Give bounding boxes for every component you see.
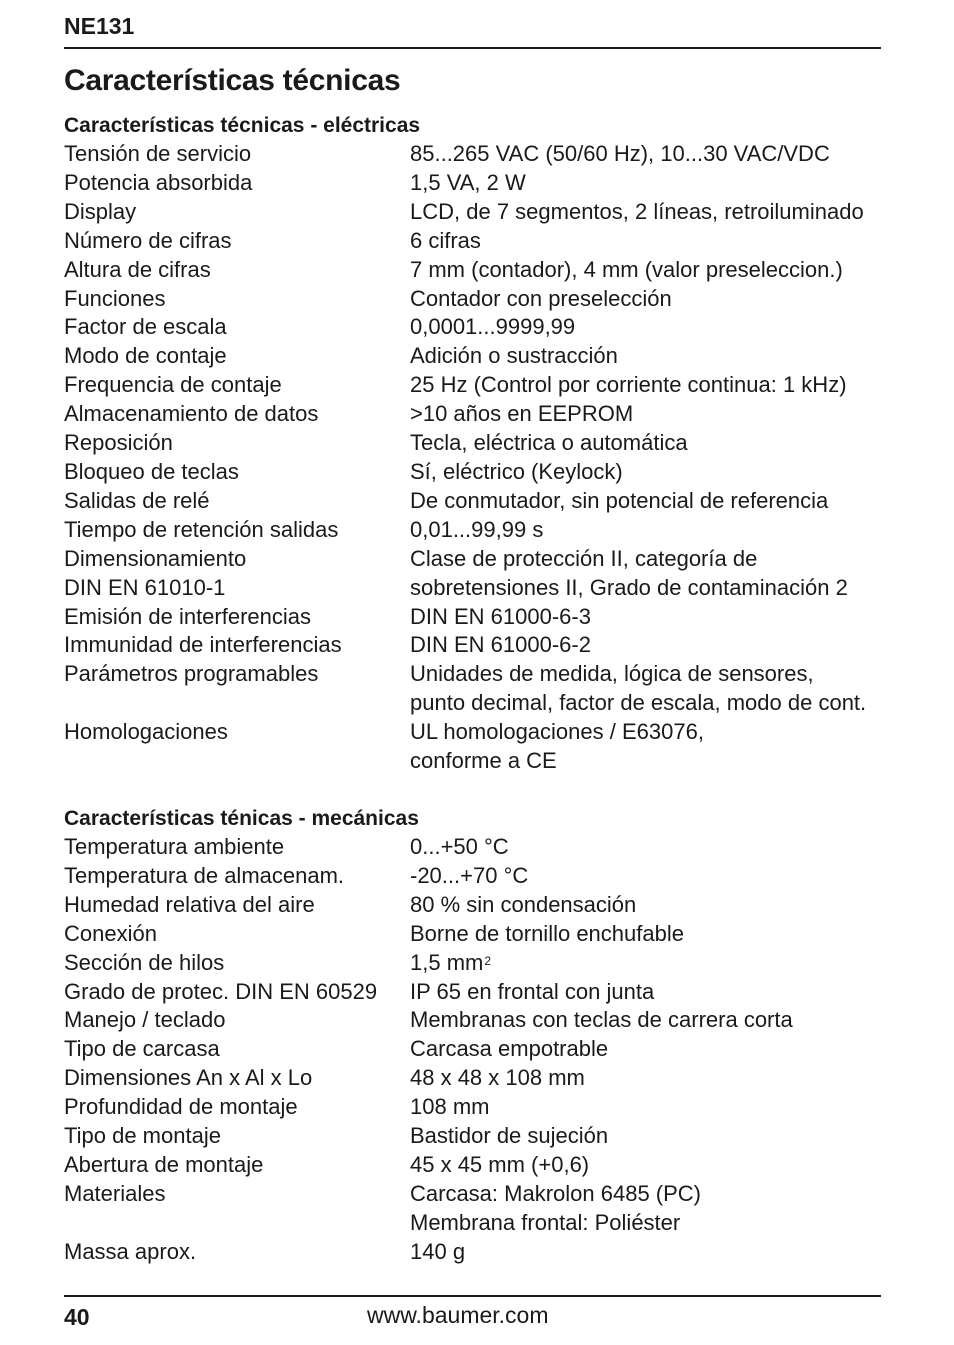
- electrical-specs-heading: Características técnicas - eléctricas: [64, 114, 421, 137]
- spec-value: [410, 545, 894, 574]
- spec-label: Temperatura ambiente: [64, 834, 285, 859]
- spec-label: Homologaciones: [64, 719, 228, 745]
- spec-row: [64, 1209, 894, 1238]
- spec-row: [64, 1122, 894, 1151]
- spec-label: DIN EN 61010-1: [64, 574, 226, 600]
- spec-value: [410, 689, 894, 718]
- spec-value-text: Membrana frontal: Poliéster: [410, 1209, 681, 1235]
- spec-label: Reposición: [64, 430, 173, 456]
- spec-label: Número de cifras: [64, 227, 232, 253]
- spec-value: [410, 1209, 894, 1238]
- spec-value: [410, 603, 894, 632]
- superscript: 2: [484, 953, 492, 968]
- spec-value-text: Tecla, eléctrica o automática: [410, 430, 688, 456]
- spec-value: [410, 631, 894, 660]
- spec-label: Tipo de carcasa: [64, 1036, 220, 1062]
- spec-value: [410, 1122, 894, 1151]
- electrical-specs-section: [64, 111, 894, 776]
- mechanical-specs-heading: Características ténicas - mecánicas: [64, 807, 419, 830]
- website-link[interactable]: www.baumer.com: [367, 1302, 549, 1328]
- header-divider: [64, 47, 881, 49]
- spec-value-text: 85...265 VAC (50/60 Hz), 10...30 VAC/VDC: [410, 141, 830, 166]
- spec-row: [64, 400, 894, 429]
- spec-value: [410, 862, 894, 891]
- spec-row: [64, 574, 894, 603]
- spec-row: [64, 487, 894, 516]
- spec-value-text: Unidades de medida, lógica de sensores,: [410, 661, 814, 687]
- spec-row: [64, 458, 894, 487]
- spec-row: [64, 1006, 894, 1035]
- spec-label: Manejo / teclado: [64, 1007, 226, 1033]
- spec-value-text: Carcasa: Makrolon 6485 (PC): [410, 1180, 702, 1206]
- spec-label: Tipo de montaje: [64, 1123, 221, 1149]
- spec-value: [410, 1151, 894, 1180]
- spec-value: [410, 833, 894, 862]
- spec-value: [410, 574, 894, 603]
- spec-value-text: sobretensiones II, Grado de contaminación 2: [410, 574, 848, 600]
- spec-value-text: 1,5 VA, 2 W: [410, 169, 526, 195]
- spec-value-text: 0,0001...9999,99: [410, 314, 576, 340]
- spec-value-text: Membranas con teclas de carrera corta: [410, 1007, 793, 1033]
- spec-label: Altura de cifras: [64, 256, 211, 282]
- spec-row: [64, 516, 894, 545]
- spec-value-text: IP 65 en frontal con junta: [410, 978, 655, 1004]
- spec-value: [410, 313, 894, 342]
- spec-row: [64, 285, 894, 314]
- spec-row: [64, 949, 894, 978]
- spec-value: [410, 169, 894, 198]
- spec-value-text: 108 mm: [410, 1094, 490, 1120]
- spec-value-text: De conmutador, sin potencial de referencia: [410, 487, 829, 513]
- spec-label: Potencia absorbida: [64, 169, 253, 195]
- spec-row: [64, 1238, 894, 1267]
- spec-row: [64, 747, 894, 776]
- spec-label: [64, 1209, 410, 1238]
- spec-row: [64, 1093, 894, 1122]
- spec-value: [410, 516, 894, 545]
- spec-label: Materiales: [64, 1180, 166, 1206]
- product-model: NE131: [64, 13, 135, 39]
- spec-value-text: 48 x 48 x 108 mm: [410, 1065, 585, 1091]
- spec-value-text: >10 años en EEPROM: [410, 401, 634, 427]
- spec-label: Abertura de montaje: [64, 1151, 264, 1177]
- spec-value-text: Adición o sustracción: [410, 343, 618, 369]
- spec-label: Dimensionamiento: [64, 545, 247, 571]
- spec-value-text: DIN EN 61000-6-3: [410, 603, 591, 629]
- spec-value: [410, 1035, 894, 1064]
- spec-label: Emisión de interferencias: [64, 603, 312, 629]
- spec-value-text: Carcasa empotrable: [410, 1036, 609, 1062]
- spec-value-text: conforme a CE: [410, 748, 557, 774]
- spec-value: [410, 429, 894, 458]
- spec-value: [410, 198, 894, 227]
- spec-value: [410, 747, 894, 776]
- spec-value-text: Sí, eléctrico (Keylock): [410, 458, 623, 484]
- spec-label: Almacenamiento de datos: [64, 401, 319, 427]
- page-number: 40: [64, 1304, 90, 1330]
- spec-value: [410, 227, 894, 256]
- spec-row: [64, 371, 894, 400]
- spec-value: [410, 891, 894, 920]
- spec-value-text: Contador con preselección: [410, 285, 672, 311]
- spec-value: [410, 256, 894, 285]
- spec-label: Tensión de servicio: [64, 141, 252, 166]
- spec-value-text: UL homologaciones / E63076,: [410, 719, 704, 745]
- spec-label: Frequencia de contaje: [64, 372, 282, 398]
- spec-value-text: Clase de protección II, categoría de: [410, 545, 758, 571]
- spec-value: [410, 285, 894, 314]
- spec-label: Grado de protec. DIN EN 60529: [64, 978, 378, 1004]
- spec-value-text: 1,5 mm: [410, 949, 484, 975]
- mechanical-specs-section: [64, 804, 894, 1267]
- spec-label: Humedad relativa del aire: [64, 891, 315, 917]
- spec-value-text: 25 Hz (Control por corriente continua: 1 kHz): [410, 372, 847, 398]
- spec-row: [64, 660, 894, 689]
- footer-divider: [64, 1295, 881, 1297]
- electrical-specs-table: [64, 140, 894, 776]
- spec-row: [64, 862, 894, 891]
- spec-value-text: punto decimal, factor de escala, modo de cont.: [410, 690, 867, 716]
- spec-value-text: 45 x 45 mm (+0,6): [410, 1151, 590, 1177]
- spec-label: Funciones: [64, 285, 166, 311]
- spec-row: [64, 342, 894, 371]
- spec-row: [64, 891, 894, 920]
- spec-row: [64, 313, 894, 342]
- spec-value-text: -20...+70 °C: [410, 862, 529, 888]
- spec-value-text: 140 g: [410, 1238, 466, 1264]
- spec-value: [410, 920, 894, 949]
- spec-value-text: LCD, de 7 segmentos, 2 líneas, retroiluminado: [410, 198, 864, 224]
- spec-row: [64, 545, 894, 574]
- spec-value-text: 0,01...99,99 s: [410, 516, 544, 542]
- spec-value-text: 6 cifras: [410, 227, 481, 253]
- spec-value-text: Borne de tornillo enchufable: [410, 920, 684, 946]
- spec-row: [64, 833, 894, 862]
- spec-row: [64, 631, 894, 660]
- spec-row: [64, 429, 894, 458]
- spec-value: [410, 458, 894, 487]
- page-title: Características técnicas: [64, 64, 401, 97]
- spec-label: Salidas de relé: [64, 487, 210, 513]
- spec-value-text: Bastidor de sujeción: [410, 1123, 609, 1149]
- spec-value: [410, 400, 894, 429]
- spec-row: [64, 198, 894, 227]
- spec-row: [64, 1035, 894, 1064]
- spec-value: [410, 140, 894, 169]
- spec-row: [64, 169, 894, 198]
- spec-value: [410, 1093, 894, 1122]
- spec-row: [64, 1151, 894, 1180]
- spec-value-text: 7 mm (contador), 4 mm (valor preseleccion.): [410, 256, 843, 282]
- spec-row: [64, 920, 894, 949]
- spec-value: [410, 371, 894, 400]
- spec-row: [64, 978, 894, 1007]
- spec-label: Sección de hilos: [64, 949, 225, 975]
- spec-label: [64, 689, 410, 718]
- spec-row: [64, 1064, 894, 1093]
- spec-value-text: 80 % sin condensación: [410, 891, 637, 917]
- spec-label: Modo de contaje: [64, 343, 227, 369]
- spec-label: Factor de escala: [64, 314, 227, 340]
- spec-label: [64, 747, 410, 776]
- spec-label: Immunidad de interferencias: [64, 632, 342, 658]
- spec-row: [64, 140, 894, 169]
- spec-value: [410, 718, 894, 747]
- spec-label: Bloqueo de teclas: [64, 458, 239, 484]
- spec-row: [64, 227, 894, 256]
- spec-value: [410, 487, 894, 516]
- spec-label: Profundidad de montaje: [64, 1094, 298, 1120]
- spec-row: [64, 718, 894, 747]
- spec-value: [410, 660, 894, 689]
- spec-row: [64, 256, 894, 285]
- spec-row: [64, 689, 894, 718]
- spec-label: Parámetros programables: [64, 661, 319, 687]
- spec-label: Tiempo de retención salidas: [64, 516, 339, 542]
- spec-value: [410, 1006, 894, 1035]
- spec-row: [64, 603, 894, 632]
- spec-value-text: DIN EN 61000-6-2: [410, 632, 591, 658]
- spec-label: Temperatura de almacenam.: [64, 862, 345, 888]
- mechanical-specs-table: [64, 833, 894, 1267]
- spec-value: [410, 949, 894, 978]
- spec-value: [410, 1064, 894, 1093]
- spec-label: Conexión: [64, 920, 157, 946]
- spec-value: [410, 1180, 894, 1209]
- spec-label: Dimensiones An x Al x Lo: [64, 1065, 313, 1091]
- spec-value: [410, 342, 894, 371]
- spec-row: [64, 1180, 894, 1209]
- spec-label: Display: [64, 198, 137, 224]
- spec-label: Massa aprox.: [64, 1238, 197, 1264]
- spec-value: [410, 978, 894, 1007]
- spec-value-text: 0...+50 °C: [410, 834, 509, 859]
- spec-value: [410, 1238, 894, 1267]
